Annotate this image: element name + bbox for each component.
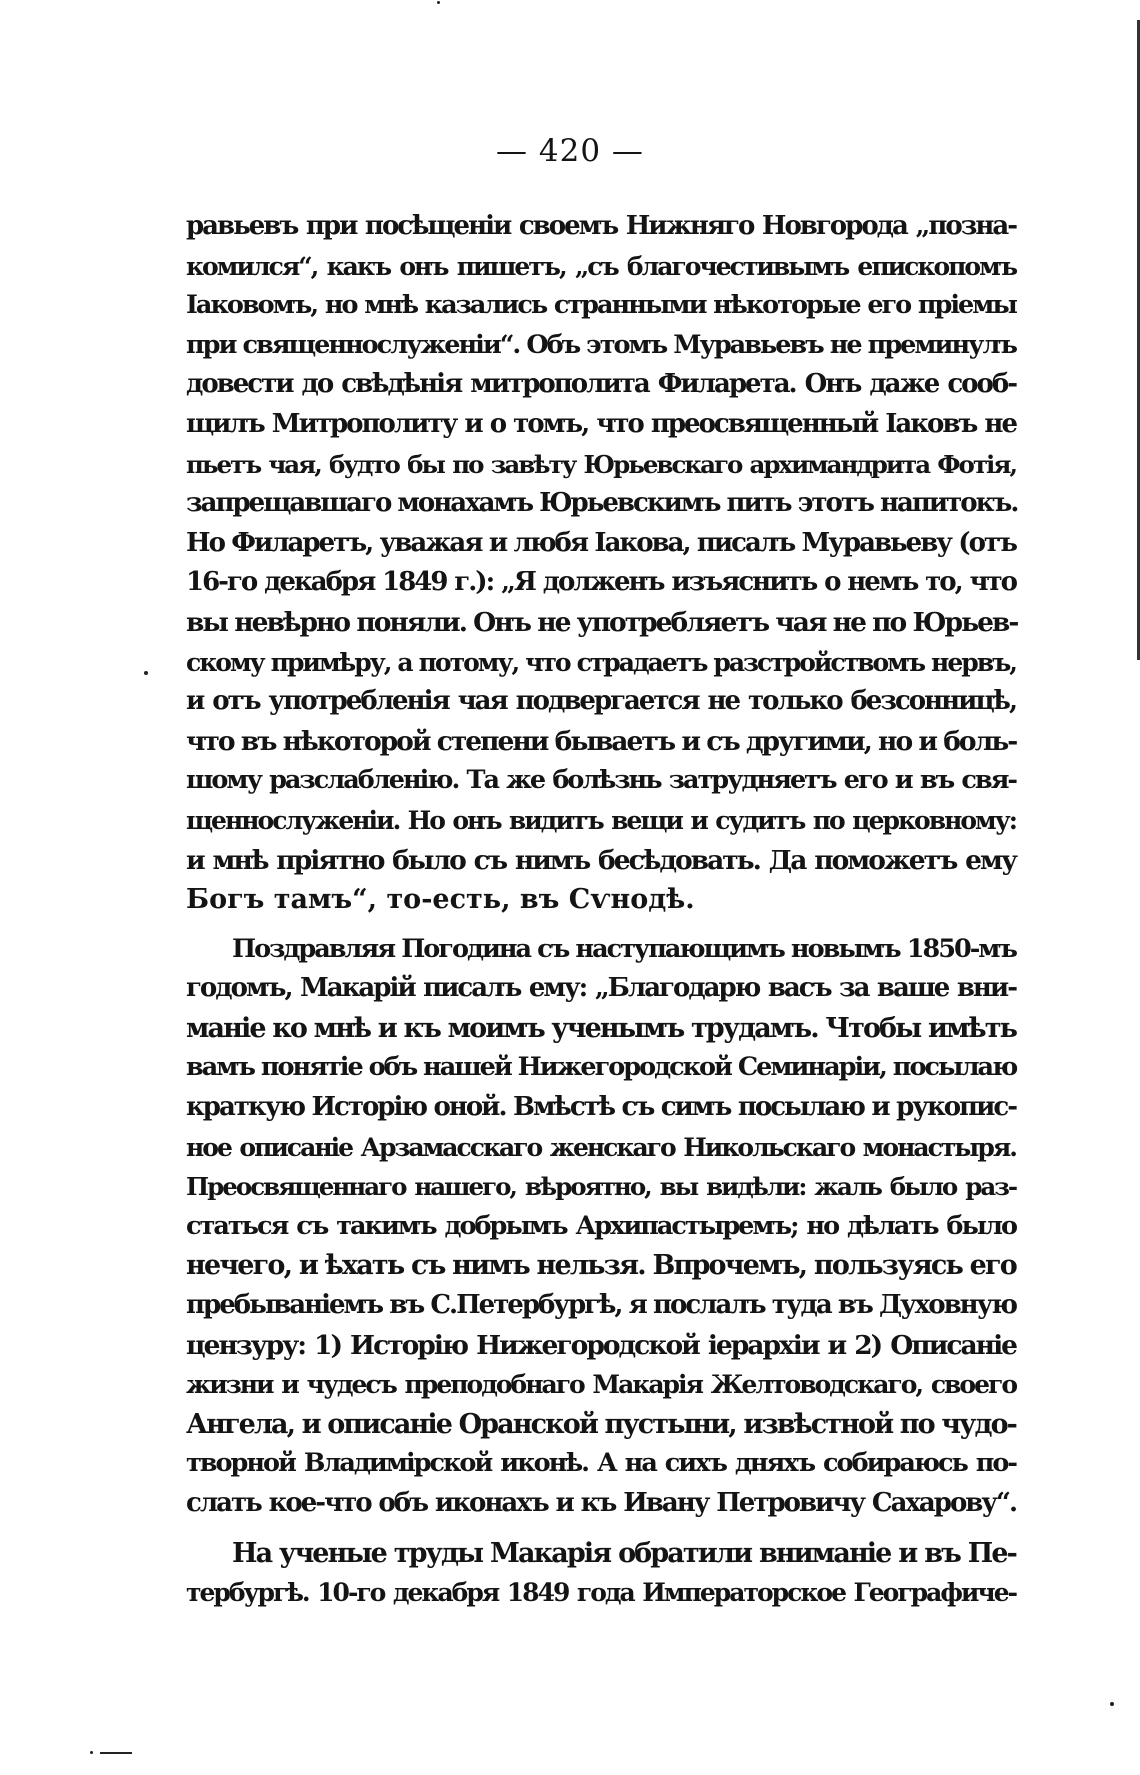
- text-line: и отъ употребленія чая подвергается не только безсонницѣ,: [186, 686, 1016, 717]
- paragraph: [186, 207, 1016, 920]
- text-line: запрещавшаго монахамъ Юрьевскимъ пить этотъ напитокъ.: [186, 488, 1018, 519]
- paragraph-gap: [186, 920, 1016, 930]
- text-line: Іаковомъ, но мнѣ казались странными нѣкоторые его пріемы: [186, 290, 1016, 321]
- text-line: пьетъ чая, будто бы по завѣту Юрьевскаго архимандрита Фотія,: [186, 449, 1016, 479]
- text-line: Но Филаретъ, уважая и любя Іакова, писалъ Муравьеву (отъ: [186, 527, 1016, 558]
- text-line: статься съ такимъ добрымъ Архипастыремъ; но дѣлать было: [186, 1210, 1016, 1241]
- scan-dash-mark: [100, 1752, 132, 1754]
- text-line: краткую Исторію оной. Вмѣстѣ съ симъ посылаю и рукопис-: [186, 1092, 1016, 1123]
- text-line: 16-го декабря 1849 г.): „Я долженъ изъяснить о немъ то, что: [186, 567, 1016, 598]
- text-line: маніе ко мнѣ и къ моимъ ученымъ трудамъ. Чтобы имѣть: [186, 1012, 1016, 1044]
- text-line: годомъ, Макарій писалъ ему: „Благодарю васъ за ваше вни-: [186, 973, 1016, 1004]
- text-line: слать кое-что объ иконахъ и къ Ивану Петровичу Сахарову“.: [186, 1488, 1016, 1518]
- paragraph: [186, 930, 1016, 1524]
- text-line: нечего, и ѣхать съ нимъ нельзя. Впрочемъ, пользуясь его: [186, 1250, 1016, 1282]
- text-line: довести до свѣдѣнія митрополита Филарета. Онъ даже сооб-: [186, 369, 1016, 400]
- text-line: щеннослуженіи. Но онъ видитъ вещи и судитъ по церковному:: [186, 805, 1016, 835]
- text-line: Поздравляя Погодина съ наступающимъ новымъ 1850-мъ: [232, 933, 1016, 964]
- text-line: что въ нѣкоторой степени бываетъ и съ другими, но и боль-: [186, 725, 1017, 757]
- text-line: ное описаніе Арзамасскаго женскаго Никольскаго монастыря.: [186, 1132, 1016, 1162]
- text-line: тербургѣ. 10-го декабря 1849 года Императорское Географиче-: [186, 1578, 1016, 1608]
- text-line: Ангела, и описаніе Оранской пустыни, извѣстной по чудо-: [186, 1408, 1016, 1440]
- text-line: Преосвященнаго нашего, вѣроятно, вы видѣли: жаль было раз-: [186, 1172, 1016, 1202]
- text-line: шому разслабленію. Та же болѣзнь затрудняетъ его и въ свя-: [186, 765, 1016, 796]
- text-line: пребываніемъ въ С.Петербургѣ, я послалъ туда въ Духовную: [186, 1290, 1016, 1321]
- scan-speck: [90, 1751, 93, 1754]
- text-line: щилъ Митрополиту и о томъ, что преосвященный Іаковъ не: [186, 408, 1016, 439]
- text-line: Богъ тамъ“, то-есть, въ Сѵнодѣ.: [186, 884, 695, 916]
- text-line: скому примѣру, а потому, что страдаетъ разстройствомъ нервъ,: [186, 647, 1016, 677]
- text-line: На ученые труды Макарія обратили вниманіе и въ Пе-: [232, 1537, 1016, 1569]
- text-line: цензуру: 1) Исторію Нижегородской іерархіи и 2) Описаніе: [186, 1329, 1016, 1361]
- text-line: равьевъ при посѣщеніи своемъ Нижняго Новгорода „позна-: [186, 211, 1016, 241]
- text-line: и мнѣ пріятно было съ нимъ бесѣдовать. Да поможетъ ему: [186, 844, 1016, 876]
- text-line: вамъ понятіе объ нашей Нижегородской Семинаріи, посылаю: [186, 1052, 1017, 1083]
- text-line: комился“, какъ онъ пишетъ, „съ благочестивымъ епископомъ: [186, 251, 1016, 281]
- text-line: творной Владимірской иконѣ. А на сихъ дняхъ собираюсь по-: [186, 1448, 1016, 1479]
- scan-speck: [1110, 1702, 1114, 1706]
- text-line: вы невѣрно поняли. Онъ не употребляетъ чая не по Юрьев-: [186, 606, 1018, 638]
- paragraph-gap: [186, 1524, 1016, 1534]
- scan-speck: [144, 671, 148, 675]
- text-line: при священнослуженіи“. Объ этомъ Муравьевъ не преминулъ: [186, 329, 1016, 360]
- text-line: жизни и чудесъ преподобнаго Макарія Желтоводскаго, своего: [186, 1370, 1016, 1400]
- scan-speck: [437, 1, 440, 4]
- body-text: [186, 207, 1016, 1613]
- paragraph: [186, 1534, 1016, 1613]
- page-number: — 420 —: [496, 133, 644, 169]
